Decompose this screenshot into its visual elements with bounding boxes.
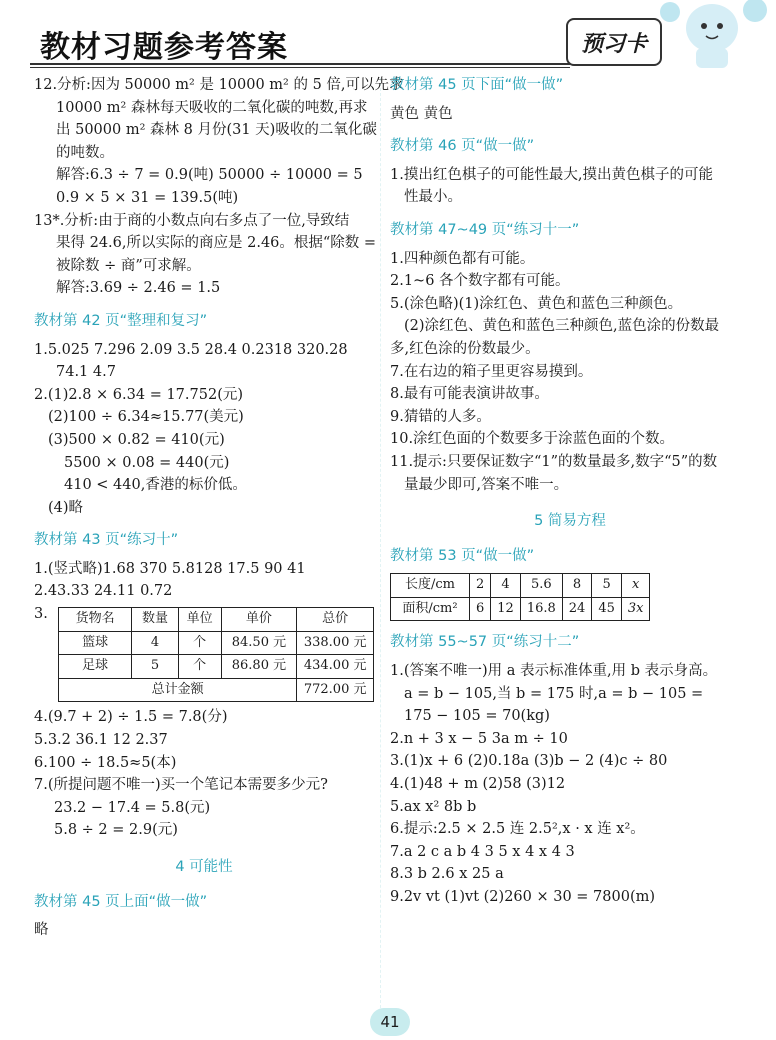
table-cell: 434.00 元 (297, 655, 374, 679)
answer-line: 1.摸出红色棋子的可能性最大,摸出黄色棋子的可能 (390, 166, 713, 183)
page-title: 教材习题参考答案 (40, 30, 288, 65)
price-table (58, 607, 374, 702)
table-cell: 长度/cm (391, 574, 470, 598)
table-header-cell: 单位 (178, 608, 221, 632)
answer-line: (4)略 (48, 499, 84, 516)
answer-line: 4.(9.7 + 2) ÷ 1.5 = 7.8(分) (34, 709, 228, 726)
table-row (391, 597, 650, 621)
q3-block (34, 603, 374, 706)
answer-line: 5.(涂色略)(1)涂红色、黄色和蓝色三种颜色。 (390, 295, 683, 312)
q13-line: 解答:3.69 ÷ 2.46 = 1.5 (56, 280, 221, 297)
answer-line: 多,红色涂的份数最少。 (390, 340, 540, 357)
table-total-row (58, 678, 373, 702)
answer-line: 23.2 − 17.4 = 5.8(元) (54, 799, 211, 816)
table-cell: 5.6 (520, 574, 562, 598)
table-row (391, 574, 650, 598)
answer-line: (3)500 × 0.82 = 410(元) (48, 431, 225, 448)
table-header-cell: 数量 (132, 608, 178, 632)
title-underline-thin (30, 67, 570, 68)
answer-line: 2.n + 3 x − 5 3a m ÷ 10 (390, 730, 568, 747)
q12-line: 解答:6.3 ÷ 7 = 0.9(吨) 50000 ÷ 10000 = 5 (56, 167, 363, 184)
total-value-cell: 772.00 元 (297, 678, 374, 702)
table-cell: 45 (592, 597, 622, 621)
title-underline (30, 63, 570, 65)
answer-line: 11.提示:只要保证数字“1”的数量最多,数字“5”的数 (390, 453, 718, 470)
table-header-cell: 单价 (221, 608, 297, 632)
q3-number: 3. (34, 606, 48, 623)
length-area-table (390, 573, 650, 621)
page-number: 41 (370, 1008, 410, 1036)
table-cell: 个 (178, 655, 221, 679)
answer-line: 74.1 4.7 (56, 364, 116, 381)
answer-line: 10.涂红色面的个数要多于涂蓝色面的个数。 (390, 431, 675, 448)
q13-line: 13*.分析:由于商的小数点向右多点了一位,导致结 (34, 212, 350, 229)
preview-card-badge: 预习卡 (566, 18, 662, 66)
table-cell: 个 (178, 631, 221, 655)
answer-line: 6.提示:2.5 × 2.5 连 2.5²,x · x 连 x²。 (390, 821, 645, 838)
answer-line: 1.5.025 7.296 2.09 3.5 28.4 0.2318 320.28 (34, 341, 348, 358)
answer-line: a = b − 105,当 b = 175 时,a = b − 105 = (404, 685, 704, 702)
section-heading-p42: 教材第 42 页“整理和复习” (34, 312, 208, 329)
table-cell: 8 (562, 574, 592, 598)
table-cell: x (621, 574, 650, 598)
mascot-icon (650, 0, 776, 70)
answer-line: 4.(1)48 + m (2)58 (3)12 (390, 776, 566, 793)
answer-line: 2.43.33 24.11 0.72 (34, 583, 173, 600)
table-row (58, 655, 373, 679)
answer-line: (2)100 ÷ 6.34≈15.77(美元) (48, 409, 244, 426)
answer-line: 5.ax x² 8b b (390, 798, 477, 815)
section-heading-p55: 教材第 55~57 页“练习十二” (390, 634, 580, 651)
page-header (0, 0, 776, 72)
chapter-heading-5: 5 简易方程 (534, 513, 606, 530)
answer-line: 7.(所提问题不唯一)买一个笔记本需要多少元? (34, 777, 328, 794)
answer-line: 1.(答案不唯一)用 a 表示标准体重,用 b 表示身高。 (390, 663, 718, 680)
table-cell: 面积/cm² (391, 597, 470, 621)
section-heading-p43: 教材第 43 页“练习十” (34, 532, 179, 549)
answer-line: 5.3.2 36.1 12 2.37 (34, 732, 168, 749)
chapter-heading-4: 4 可能性 (175, 859, 233, 875)
answer-line: 5500 × 0.08 = 440(元) (64, 454, 230, 471)
column-divider (380, 78, 381, 1008)
answer-line: 2.(1)2.8 × 6.34 = 17.752(元) (34, 386, 244, 403)
answer-line: 7.在右边的箱子里更容易摸到。 (390, 363, 593, 380)
q12-line: 出 50000 m² 森林 8 月份(31 天)吸收的二氧化碳 (56, 122, 377, 139)
answer-line: 8.最有可能表演讲故事。 (390, 386, 549, 403)
table-cell: 24 (562, 597, 592, 621)
table-cell: 84.50 元 (221, 631, 297, 655)
right-column (390, 74, 750, 909)
answer-line: 5.8 ÷ 2 = 2.9(元) (54, 822, 178, 839)
table-cell: 5 (132, 655, 178, 679)
q12-line: 的吨数。 (56, 144, 114, 161)
answer-line: 黄色 黄色 (390, 105, 453, 122)
q12-line: 12.分析:因为 50000 m² 是 10000 m² 的 5 倍,可以先求 (34, 77, 404, 93)
answer-line: 略 (34, 922, 49, 939)
table-cell: 338.00 元 (297, 631, 374, 655)
answer-line: 9.2v vt (1)vt (2)260 × 30 = 7800(m) (390, 889, 656, 905)
section-heading-p53: 教材第 53 页“做一做” (390, 547, 535, 564)
q13-line: 果得 24.6,所以实际的商应是 2.46。根据“除数 = (56, 235, 377, 252)
table-cell: 86.80 元 (221, 655, 297, 679)
table-cell: 16.8 (520, 597, 562, 621)
table-cell: 4 (491, 574, 521, 598)
answer-line: 7.a 2 c a b 4 3 5 x 4 x 4 3 (390, 843, 575, 860)
answer-line: 1.四种颜色都有可能。 (390, 250, 535, 267)
section-heading-p46: 教材第 46 页“做一做” (390, 138, 535, 155)
answer-line: 6.100 ÷ 18.5≈5(本) (34, 754, 177, 771)
total-label-cell: 总计金额 (58, 678, 297, 702)
table-row (58, 631, 373, 655)
answer-line: 性最小。 (404, 189, 462, 206)
section-heading-p45-top: 教材第 45 页上面“做一做” (34, 893, 208, 910)
q13-line: 被除数 ÷ 商”可求解。 (56, 257, 201, 274)
answer-line: 3.(1)x + 6 (2)0.18a (3)b − 2 (4)c ÷ 80 (390, 753, 668, 770)
left-column (34, 74, 404, 942)
q12-line: 10000 m² 森林每天吸收的二氧化碳的吨数,再求 (56, 99, 368, 116)
table-cell: 2 (470, 574, 491, 598)
table-cell: 6 (470, 597, 491, 621)
table-header-row (58, 608, 373, 632)
table-cell: 篮球 (58, 631, 132, 655)
table-header-cell: 货物名 (58, 608, 132, 632)
answer-line: 410 < 440,香港的标价低。 (64, 477, 247, 494)
table-cell: 3x (621, 597, 650, 621)
table-cell: 5 (592, 574, 622, 598)
table-cell: 足球 (58, 655, 132, 679)
section-heading-p47: 教材第 47~49 页“练习十一” (390, 221, 580, 238)
answer-line: 9.猜错的人多。 (390, 408, 491, 425)
section-heading-p45-bottom: 教材第 45 页下面“做一做” (390, 77, 564, 93)
answer-line: 量最少即可,答案不唯一。 (404, 476, 569, 493)
answer-line: 2.1~6 各个数字都有可能。 (390, 273, 570, 290)
table-cell: 4 (132, 631, 178, 655)
answer-line: (2)涂红色、黄色和蓝色三种颜色,蓝色涂的份数最 (404, 318, 720, 335)
q12-line: 0.9 × 5 × 31 = 139.5(吨) (56, 189, 239, 206)
answer-line: 175 − 105 = 70(kg) (404, 708, 550, 725)
answer-line: 1.(竖式略)1.68 370 5.8128 17.5 90 41 (34, 560, 306, 577)
answer-line: 8.3 b 2.6 x 25 a (390, 866, 504, 883)
table-header-cell: 总价 (297, 608, 374, 632)
table-cell: 12 (491, 597, 521, 621)
